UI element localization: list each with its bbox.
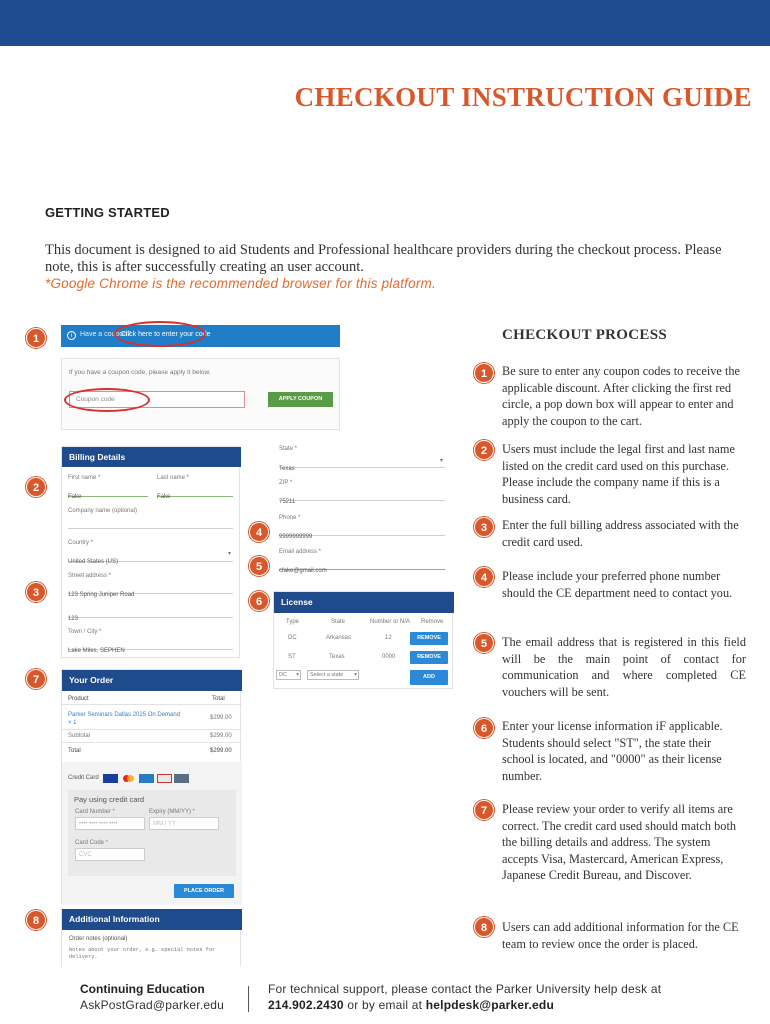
footer-support-line: For technical support, please contact the Parker University help desk at <box>268 982 662 996</box>
remove-license-button[interactable]: REMOVE <box>410 651 448 664</box>
street-label: Street address * <box>68 573 112 579</box>
license-type-value: DC <box>279 672 287 678</box>
step-7-text: Please review your order to verify all items are correct. The credit card used should match both the billing details and address. The system accepts Visa, Mastercard, American Express, Japanese Credit Bureau, and Discover. <box>502 802 737 883</box>
card-number-input[interactable] <box>75 817 145 830</box>
marker-8: 8 <box>26 910 46 930</box>
footer-divider <box>248 986 249 1012</box>
order-notes-label: Order notes (optional) <box>69 936 128 942</box>
order-header: Your Order <box>62 670 242 691</box>
license-state-select[interactable] <box>307 670 359 680</box>
first-name-input[interactable] <box>68 485 148 500</box>
step-8-text: Users can add additional information for the CE team to review once the order is placed. <box>502 920 739 951</box>
cvc-input[interactable] <box>75 848 145 861</box>
marker-2: 2 <box>26 477 46 497</box>
license-state-value: Select a state <box>310 672 344 678</box>
card-number-label: Card Number * <box>75 809 116 815</box>
order-item-qty: × 1 <box>68 720 77 726</box>
step-1-text: Be sure to enter any coupon codes to receive the applicable discount. After clicking the first red circle, a pop down box will appear to enter and apply the coupon to the cart. <box>502 364 740 428</box>
marker-3: 3 <box>26 582 46 602</box>
street-input-2[interactable] <box>68 607 233 622</box>
step-2-badge: 2 <box>474 440 494 460</box>
order-notes-input[interactable]: Notes about your order, e.g. special notes for delivery. <box>69 947 216 960</box>
step-6-text: Enter your license information iF applicable. Students should select "ST", the state their school is located, and "0000" as their license number. <box>502 719 723 783</box>
email-input[interactable] <box>279 559 445 574</box>
coupon-prompt: If you have a coupon code, please apply it below. <box>69 369 211 376</box>
marker-5: 5 <box>249 556 269 576</box>
step-3-badge: 3 <box>474 517 494 537</box>
footer-phone[interactable]: 214.902.2430 <box>268 998 344 1012</box>
country-value: United States (US) <box>68 559 119 565</box>
place-order-button[interactable]: PLACE ORDER <box>174 884 234 898</box>
first-name-label: First name * <box>68 475 101 481</box>
license-row-number: 12 <box>385 635 392 641</box>
top-banner <box>0 0 770 46</box>
marker-1: 1 <box>26 328 46 348</box>
highlight-circle <box>114 321 206 347</box>
expiry-placeholder: MM / YY <box>153 821 176 827</box>
step-7-badge: 7 <box>474 800 494 820</box>
license-row-type: ST <box>288 654 296 660</box>
license-col-state: State <box>331 619 346 625</box>
billing-panel <box>61 446 240 658</box>
step-4-badge: 4 <box>474 567 494 587</box>
zip-input[interactable] <box>279 490 445 505</box>
add-license-button[interactable]: ADD <box>410 670 448 685</box>
phone-input[interactable] <box>279 525 445 540</box>
footer-or-text: or by email at <box>347 998 423 1012</box>
chevron-down-icon: ▾ <box>439 458 443 464</box>
state-select[interactable] <box>279 457 445 472</box>
state-value: Texas <box>279 466 295 472</box>
browser-note: *Google Chrome is the recommended browser for this platform. <box>45 276 436 291</box>
order-total-col: Total <box>212 696 225 702</box>
city-value: Lake Miles, SEPHEN <box>68 648 125 654</box>
remove-license-button[interactable]: REMOVE <box>410 632 448 645</box>
phone-label: Phone * <box>279 515 301 521</box>
card-form <box>68 790 236 876</box>
last-name-input[interactable] <box>157 485 233 500</box>
jcb-icon <box>157 774 172 783</box>
country-select[interactable] <box>68 550 233 565</box>
discover-icon <box>174 774 189 783</box>
order-item-price: $299.00 <box>210 715 232 721</box>
license-row-state: Texas <box>329 654 345 660</box>
step-4-text: Please include your preferred phone number should the CE department need to contact you. <box>502 569 733 600</box>
step-6-badge: 6 <box>474 718 494 738</box>
getting-started-heading: GETTING STARTED <box>45 205 170 220</box>
step-5-badge: 5 <box>474 633 494 653</box>
subtotal-label: Subtotal <box>68 733 91 739</box>
marker-4: 4 <box>249 522 269 542</box>
order-product-col: Product <box>68 696 89 702</box>
step-3-text: Enter the full billing address associated with the credit card used. <box>502 518 739 549</box>
coupon-notice-text: Have a coupon? <box>80 331 131 338</box>
additional-header: Additional Information <box>62 909 242 930</box>
license-row-number: 0000 <box>382 654 396 660</box>
step-5-text: The email address that is registered in this field will be the main point of contact for communication and where completed CE vouchers will be sent. <box>502 635 746 699</box>
billing-header: Billing Details <box>62 447 241 467</box>
total-value: $299.00 <box>210 748 232 754</box>
cvc-label: Card Code * <box>75 840 109 846</box>
contact-panel <box>273 437 453 587</box>
license-col-type: Type <box>286 619 300 625</box>
total-label: Total <box>68 748 81 754</box>
chevron-down-icon: ▾ <box>354 672 357 678</box>
email-label: Email address * <box>279 549 322 555</box>
city-label: Town / City * <box>68 629 102 635</box>
street-value: 123 Spring Juniper Road <box>68 592 135 598</box>
order-panel <box>61 669 241 904</box>
company-input[interactable] <box>68 517 233 529</box>
state-label: State * <box>279 446 298 452</box>
chevron-down-icon: ▾ <box>227 551 231 557</box>
license-header: License <box>274 592 454 613</box>
street-input[interactable] <box>68 583 233 598</box>
footer-contact-line <box>268 998 554 1012</box>
license-row-state: Arkansas <box>326 635 352 641</box>
subtotal-value: $299.00 <box>210 733 232 739</box>
phone-value: 9999999999 <box>279 534 313 540</box>
license-col-number: Number or N/A <box>370 619 411 625</box>
marker-7: 7 <box>26 669 46 689</box>
chevron-down-icon: ▾ <box>296 672 299 678</box>
visa-icon <box>103 774 118 783</box>
step-1-badge: 1 <box>474 363 494 383</box>
intro-paragraph: This document is designed to aid Students and Professional healthcare providers during the checkout process. Please note, this is after successfully creating an user account. <box>45 242 722 275</box>
divider <box>62 704 242 705</box>
coupon-code-link[interactable]: Click here to enter your code <box>121 331 211 338</box>
mastercard-icon <box>121 774 136 783</box>
last-name-value: Fake <box>157 494 171 500</box>
step-8-badge: 8 <box>474 917 494 937</box>
step-2-text: Users must include the legal first and last name listed on the credit card used on this purchase. Please include the company name if this is a business card. <box>502 442 735 506</box>
payment-method-label[interactable]: Credit Card <box>68 775 99 781</box>
zip-value: 75211 <box>279 499 296 505</box>
order-item-name[interactable]: Parker Seminars Dallas 2025 On Demand <box>68 712 181 718</box>
expiry-label: Expiry (MM/YY) * <box>149 809 196 815</box>
zip-label: ZIP * <box>279 480 293 486</box>
coupon-input-placeholder: Coupon code <box>76 396 115 403</box>
expiry-input[interactable] <box>149 817 219 830</box>
checkout-process-heading: CHECKOUT PROCESS <box>502 327 667 343</box>
pay-heading: Pay using credit card <box>74 795 145 804</box>
footer-email[interactable]: AskPostGrad@parker.edu <box>80 998 224 1012</box>
license-col-remove: Remove <box>421 619 444 625</box>
last-name-label: Last name * <box>157 475 190 481</box>
highlight-circle <box>64 388 150 412</box>
country-label: Country * <box>68 540 94 546</box>
license-type-select[interactable] <box>276 670 301 680</box>
street-value-2: 123 <box>68 616 79 622</box>
divider <box>62 729 242 730</box>
first-name-value: Fake <box>68 494 82 500</box>
page-title: CHECKOUT INSTRUCTION GUIDE <box>294 82 752 112</box>
additional-panel <box>61 909 241 967</box>
email-value: cfake@gmail.com <box>279 568 327 574</box>
cvc-placeholder: CVC <box>79 852 92 858</box>
marker-6: 6 <box>249 591 269 611</box>
city-input[interactable] <box>68 639 233 654</box>
info-icon: i <box>67 331 76 340</box>
company-label: Company name (optional) <box>68 508 138 514</box>
license-row-type: DC <box>288 635 297 641</box>
card-number-placeholder: •••• •••• •••• •••• <box>79 821 118 827</box>
amex-icon <box>139 774 154 783</box>
footer-helpdesk[interactable]: helpdesk@parker.edu <box>425 998 554 1012</box>
apply-coupon-button[interactable]: APPLY COUPON <box>268 392 333 407</box>
divider <box>62 742 242 743</box>
footer-org: Continuing Education <box>80 982 205 996</box>
